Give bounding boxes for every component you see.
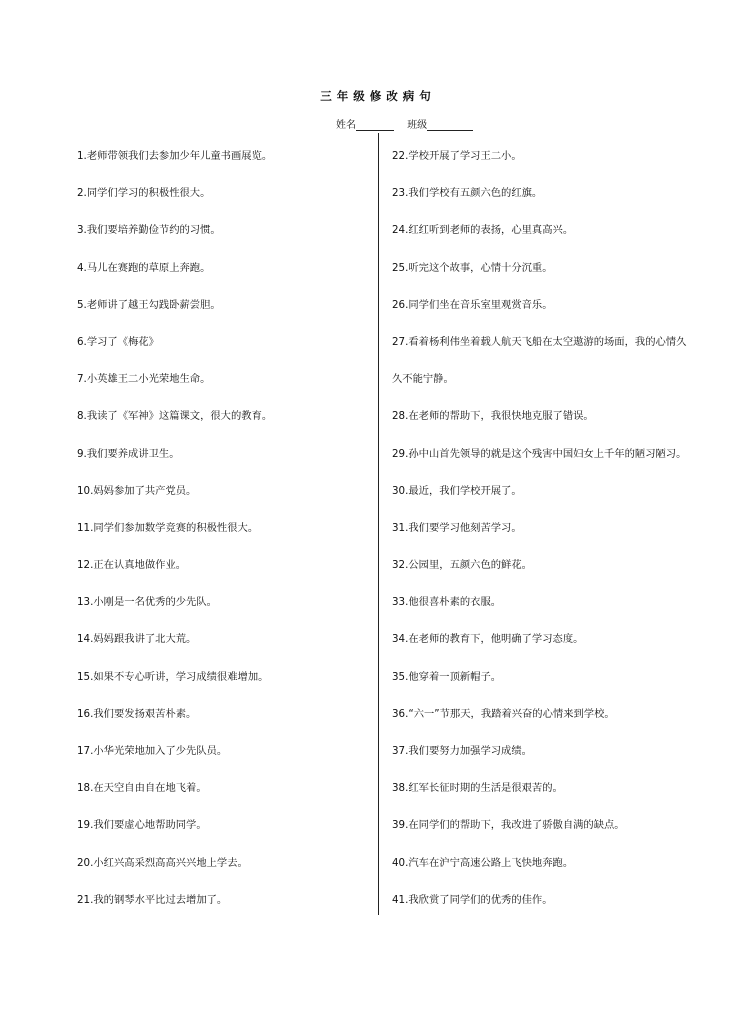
sentence-item: 13.小刚是一名优秀的少先队。 (77, 596, 217, 609)
sentence-item: 33.他很喜朴素的衣服。 (392, 596, 502, 609)
sentence-item: 9.我们要养成讲卫生。 (77, 447, 180, 460)
sentence-item: 12.正在认真地做作业。 (77, 559, 187, 572)
student-info (336, 116, 473, 131)
sentence-item: 21.我的钢琴水平比过去增加了。 (77, 893, 228, 906)
sentence-item: 22.学校开展了学习王二小。 (392, 150, 522, 162)
sentence-item: 11.同学们参加数学竞赛的积极性很大。 (77, 521, 259, 534)
right-column (392, 146, 692, 927)
sentence-item: 19.我们要虚心地帮助同学。 (77, 819, 207, 832)
sentence-item: 8.我读了《军神》这篇课文，很大的教育。 (77, 410, 273, 423)
sentence-item: 28.在老师的帮助下，我很快地克服了错误。 (392, 410, 594, 423)
sentence-item: 26.同学们坐在音乐室里观赏音乐。 (392, 298, 553, 311)
sentence-item: 36.“六一”节那天，我踏着兴奋的心情来到学校。 (392, 707, 615, 720)
sentence-item: 24.红红听到老师的表扬，心里真高兴。 (392, 224, 574, 237)
sentence-item: 20.小红兴高采烈高高兴兴地上学去。 (77, 856, 248, 869)
sentence-item: 10.妈妈参加了共产党员。 (77, 484, 197, 497)
sentence-item: 15.如果不专心听讲，学习成绩很难增加。 (77, 670, 269, 683)
sentence-item: 30.最近，我们学校开展了。 (392, 484, 522, 497)
sentence-item: 7.小英雄王二小光荣地生命。 (77, 373, 211, 386)
worksheet-title: 三年级修改病句 (320, 89, 436, 103)
sentence-item: 35.他穿着一顶新帽子。 (392, 670, 502, 683)
class-blank (427, 120, 473, 131)
sentence-item: 27.看着杨利伟坐着载人航天飞船在太空遨游的场面，我的心情久 (392, 335, 687, 348)
sentence-item: 14.妈妈跟我讲了北大荒。 (77, 633, 197, 646)
sentence-item: 2.同学们学习的积极性很大。 (77, 187, 211, 200)
left-column (77, 146, 367, 927)
sentence-item: 16.我们要发扬艰苦朴素。 (77, 707, 197, 720)
sentence-item: 6.学习了《梅花》 (77, 335, 159, 348)
sentence-item: 31.我们要学习他刻苦学习。 (392, 521, 522, 534)
sentence-item: 17.小华光荣地加入了少先队员。 (77, 745, 228, 757)
sentence-item: 38.红军长征时期的生活是很艰苦的。 (392, 782, 563, 795)
sentence-item: 40.汽车在沪宁高速公路上飞快地奔跑。 (392, 856, 574, 869)
sentence-item: 37.我们要努力加强学习成绩。 (392, 745, 532, 757)
sentence-item: 39.在同学们的帮助下，我改进了骄傲自满的缺点。 (392, 819, 625, 832)
sentence-item: 5.老师讲了越王勾践卧薪尝胆。 (77, 298, 221, 311)
sentence-item: 3.我们要培养勤俭节约的习惯。 (77, 224, 221, 237)
name-blank (356, 120, 394, 131)
sentence-item: 29.孙中山首先领导的就是这个残害中国妇女上千年的陋习陋习。 (392, 447, 687, 460)
sentence-item: 18.在天空自由自在地飞着。 (77, 782, 207, 795)
column-divider (378, 133, 379, 915)
sentence-item: 41.我欣赏了同学们的优秀的佳作。 (392, 893, 553, 906)
sentence-item: 32.公园里，五颜六色的鲜花。 (392, 559, 532, 572)
class-label: 班级 (407, 120, 428, 131)
sentence-item: 久不能宁静。 (392, 373, 454, 386)
sentence-item: 25.听完这个故事，心情十分沉重。 (392, 261, 553, 274)
sentence-item: 23.我们学校有五颜六色的红旗。 (392, 187, 543, 200)
sentence-item: 1.老师带领我们去参加少年儿童书画展览。 (77, 150, 273, 162)
name-label: 姓名 (336, 120, 356, 131)
sentence-item: 34.在老师的教育下，他明确了学习态度。 (392, 633, 584, 646)
sentence-item: 4.马儿在赛跑的草原上奔跑。 (77, 261, 211, 274)
